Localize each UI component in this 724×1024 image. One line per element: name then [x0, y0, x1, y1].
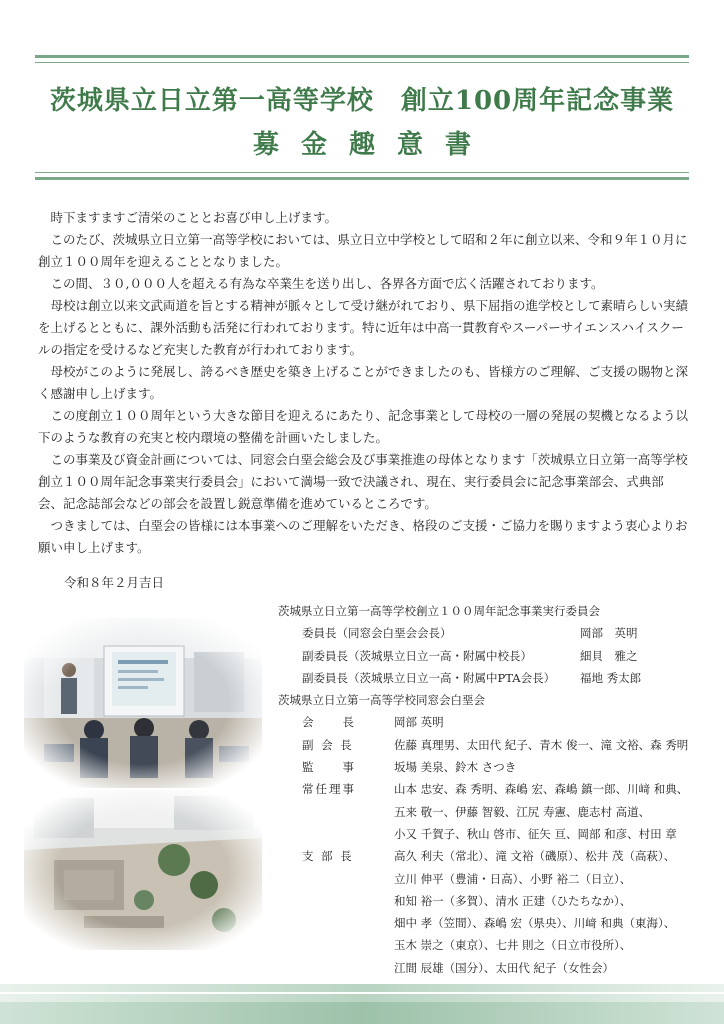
alumni-role-row — [278, 823, 708, 845]
paragraph: 母校は創立以来文武両道を旨とする精神が脈々として受け継がれており、県下屈指の進学校として素晴らしい実績を上げるとともに、課外活動も活発に行われております。特に近年は中高一貫教育やスーパーサイエンスハイスクールの指定を受けるなど充実した教育が行われております。 — [38, 298, 689, 357]
committee-member — [278, 667, 708, 689]
header-rule-thick — [35, 177, 689, 180]
paragraph: この間、３０,０００人を超える有為な卒業生を送り出し、各界各方面で広く活躍されております。 — [50, 276, 604, 291]
page-subtitle: 募金趣意書 — [252, 130, 493, 160]
alumni-role: 副 会 長 — [302, 737, 354, 752]
paragraph: 時下ますますご清栄のこととお喜び申し上げます。 — [50, 210, 338, 225]
member-name: 細貝 雅之 — [580, 648, 638, 663]
top-rule-thick — [35, 55, 689, 58]
alumni-role-row — [278, 711, 708, 733]
alumni-names: 佐藤 真理男、太田代 紀子、青木 俊一、滝 文裕、森 秀明 — [394, 737, 689, 752]
paragraph: つきましては、白堊会の皆様には本事業へのご理解をいただき、格段のご支援・ご協力を賜りますよう衷心よりお願い申し上げます。 — [38, 518, 688, 555]
alumni-role-row — [278, 801, 708, 823]
member-role: 副委員長（茨城県立日立一高・附属中PTA会長） — [302, 670, 556, 685]
top-rule-thin — [35, 62, 689, 63]
alumni-role-row — [278, 868, 708, 890]
alumni-names: 山本 忠安、森 秀明、森嶋 宏、森嶋 鎮一郎、川﨑 和典、 — [394, 782, 689, 797]
alumni-association-name: 茨城県立日立第一高等学校同窓会白堊会 — [278, 693, 485, 708]
alumni-role: 常任理事 — [302, 782, 356, 797]
courtyard-photo — [24, 790, 262, 950]
committee-member — [278, 645, 708, 667]
issue-date: 令和８年２月吉日 — [64, 575, 165, 590]
alumni-role-row — [278, 845, 708, 867]
committee-member — [278, 622, 708, 644]
alumni-names: 玉木 崇之（東京）、七井 則之（日立市役所）、 — [394, 938, 632, 953]
alumni-names: 坂場 美泉、鈴木 さつき — [394, 760, 517, 775]
alumni-role-row — [278, 934, 708, 956]
header-rule-thin — [35, 172, 689, 173]
alumni-role-row — [278, 957, 708, 979]
member-role: 委員長（同窓会白堊会会長） — [302, 626, 452, 641]
alumni-role-row — [278, 912, 708, 934]
alumni-role-row — [278, 756, 708, 778]
alumni-role-row — [278, 778, 708, 800]
member-name: 福地 秀太郎 — [580, 670, 642, 685]
alumni-role-row — [278, 890, 708, 912]
alumni-names: 五来 敬一、伊藤 智毅、江尻 寿憲、鹿志村 高道、 — [394, 804, 651, 819]
paragraph: この度創立１００周年という大きな節目を迎えるにあたり、記念事業として母校の一層の発展の契機となるよう以下のような教育の充実と校内環境の整備を計画いたしました。 — [38, 408, 689, 445]
alumni-names: 畑中 孝（笠間）、森嶋 宏（県央）、川﨑 和典（東海）、 — [394, 916, 676, 931]
member-name: 岡部 英明 — [580, 626, 638, 641]
body-text — [38, 207, 688, 559]
alumni-names: 高久 利夫（常北）、滝 文裕（磯原）、松井 茂（高萩）、 — [394, 849, 676, 864]
footer-band — [0, 984, 724, 1024]
classroom-photo — [24, 618, 262, 788]
alumni-role: 監 事 — [302, 760, 356, 775]
page-title: 茨城県立日立第一高等学校 創立100周年記念事業 — [49, 86, 675, 116]
alumni-names: 立川 伸平（豊浦・日高）、小野 裕二（日立）、 — [394, 871, 632, 886]
member-role: 副委員長（茨城県立日立一高・附属中校長） — [302, 648, 532, 663]
alumni-names: 岡部 英明 — [394, 715, 444, 730]
committee-name: 茨城県立日立第一高等学校創立１００周年記念事業実行委員会 — [278, 604, 600, 618]
alumni-names: 小又 千賀子、秋山 啓市、征矢 亘、岡部 和彦、村田 章 — [394, 826, 677, 841]
alumni-role-row — [278, 734, 708, 756]
paragraph: このたび、茨城県立日立第一高等学校においては、県立日立中学校として昭和２年に創立以来、令和９年１０月に創立１００周年を迎えることとなりました。 — [38, 232, 688, 269]
alumni-role: 会 長 — [302, 715, 356, 730]
alumni-role: 支 部 長 — [302, 849, 354, 864]
alumni-names: 江間 辰雄（国分）、太田代 紀子（女性会） — [394, 960, 615, 975]
paragraph: この事業及び資金計画については、同窓会白堊会総会及び事業推進の母体となります「茨城県立日立第一高等学校創立１００周年記念事業実行委員会」において満場一致で決議され、現在、実行委員会に記念事業部会、式典部会、記念誌部会などの部会を設置し鋭意準備を進めているところです。 — [38, 452, 688, 511]
roster — [278, 600, 708, 979]
alumni-names: 和知 裕一（多賀）、清水 正建（ひたちなか）、 — [394, 893, 632, 908]
paragraph: 母校がこのように発展し、誇るべき歴史を築き上げることができましたのも、皆様方のご理解、ご支援の賜物と深く感謝申し上げます。 — [38, 364, 689, 401]
